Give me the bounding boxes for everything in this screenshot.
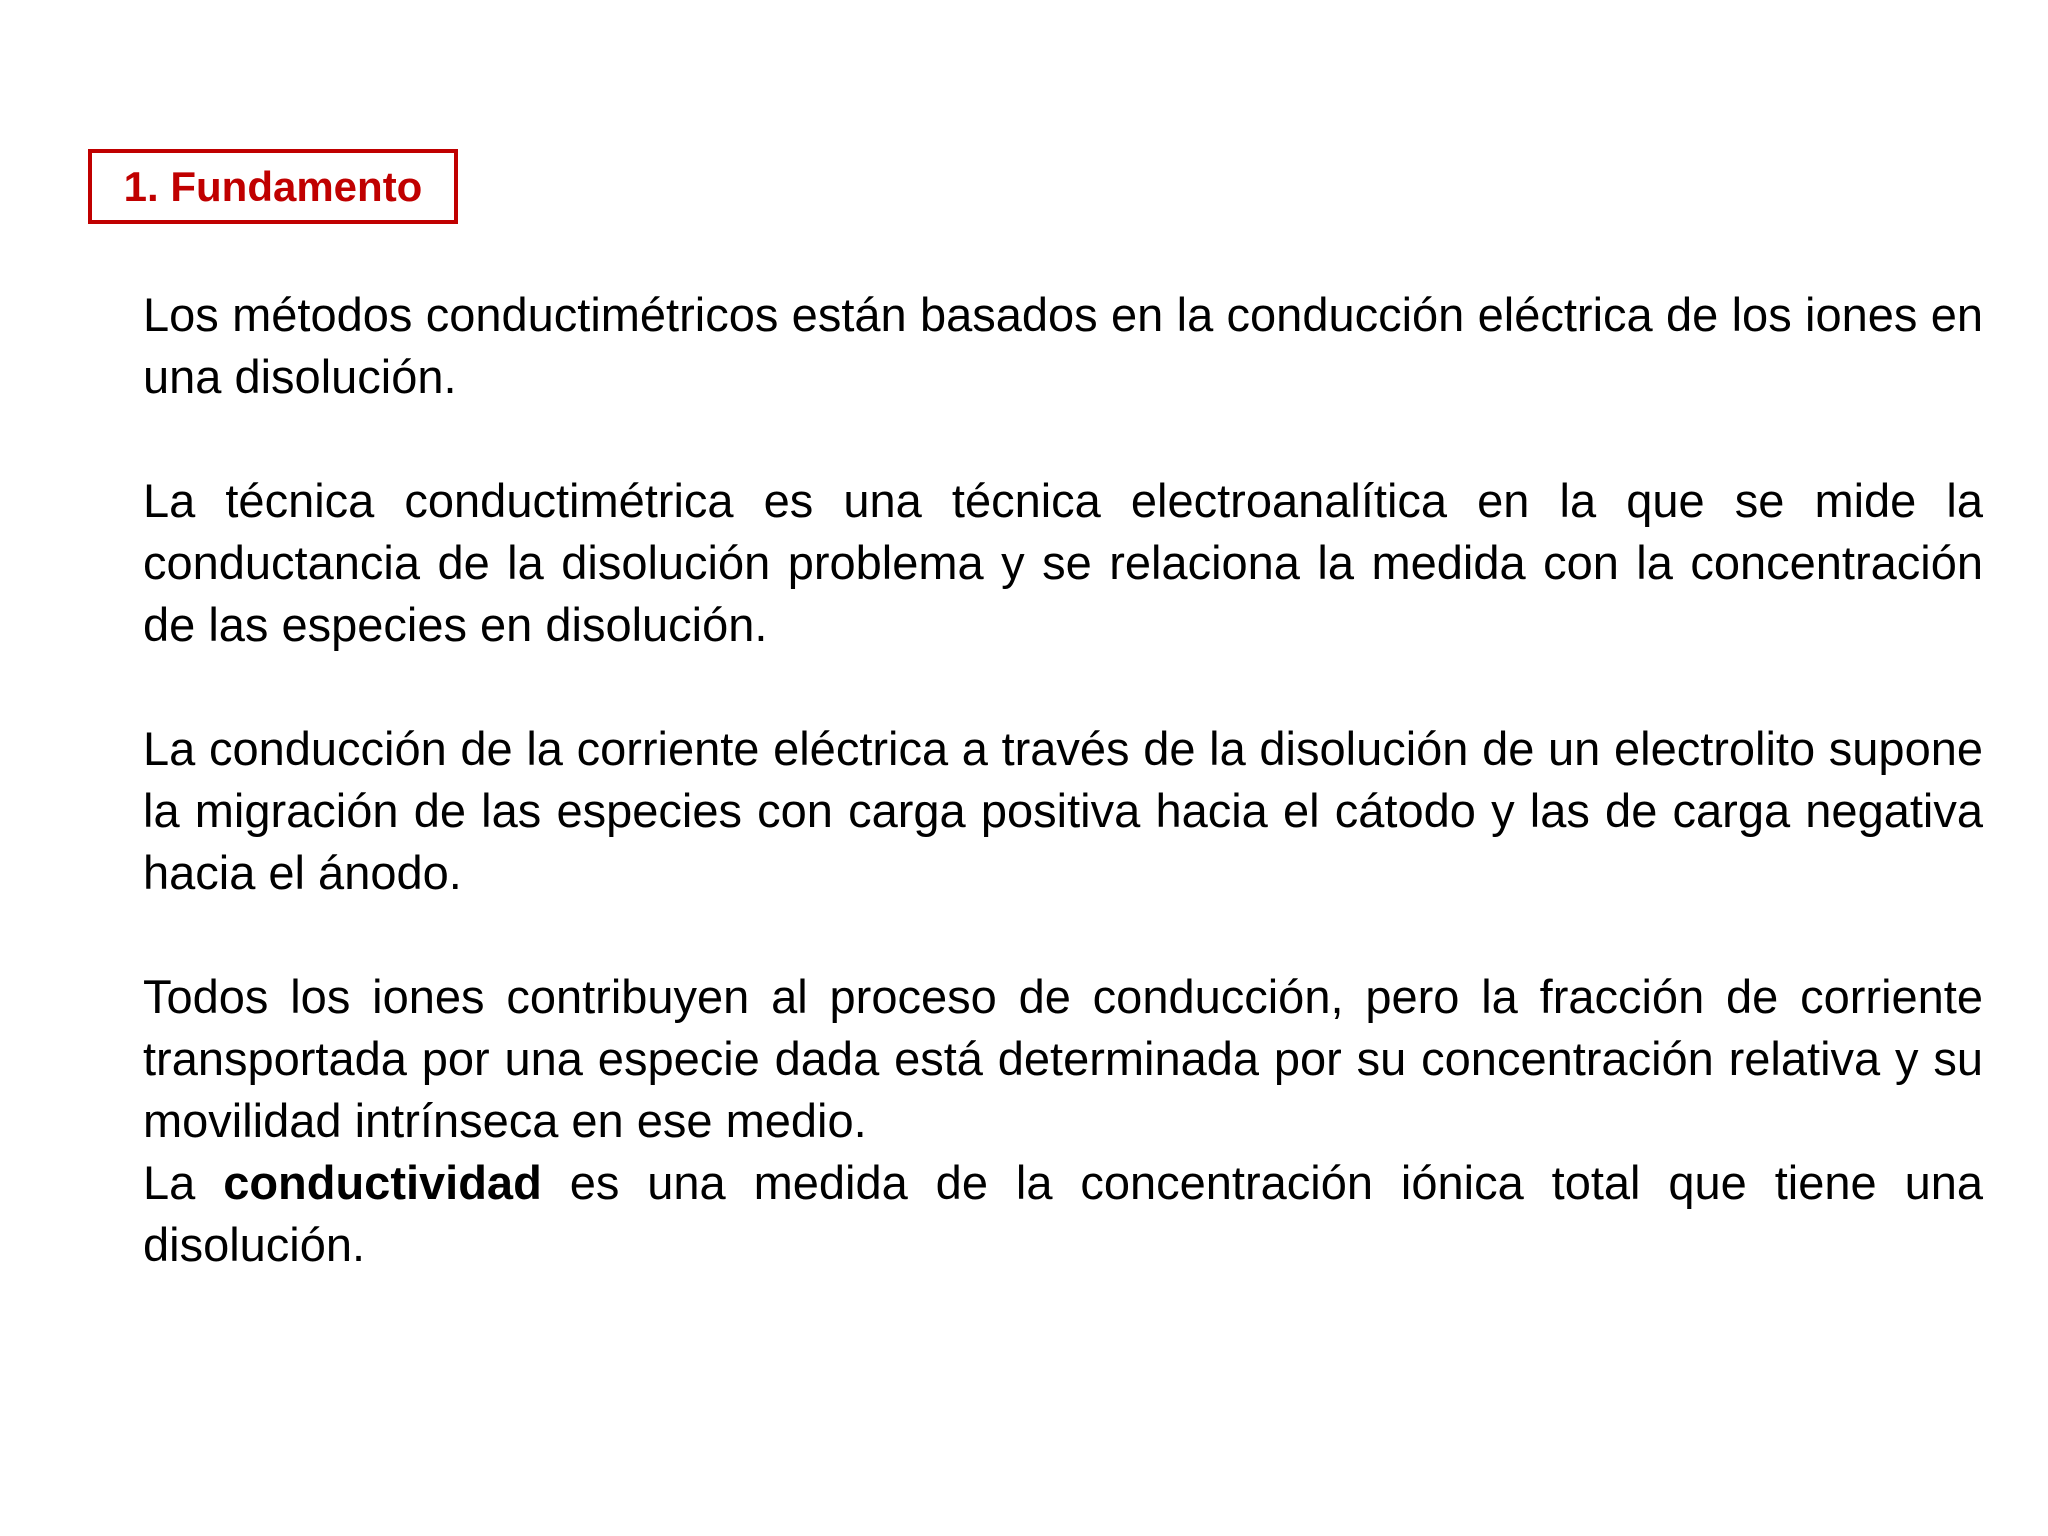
conductividad-term: conductividad [223, 1156, 542, 1209]
section-title: 1. Fundamento [123, 162, 423, 210]
paragraph-1: Los métodos conductimétricos están basados en la conducción eléctrica de los iones en una disolución. [143, 288, 1983, 403]
paragraph-5 [143, 1152, 1983, 1276]
paragraph-spacer [143, 408, 1983, 470]
body-text [143, 284, 1983, 1276]
paragraph-4: Todos los iones contribuyen al proceso de conducción, pero la fracción de corriente transportada por una especie dada está determinada por su concentración relativa y su movilidad intrínseca en ese medio. [143, 970, 1983, 1147]
paragraph-spacer [143, 904, 1983, 966]
paragraph-5-prefix: La [143, 1156, 224, 1209]
paragraph-spacer [143, 656, 1983, 718]
section-heading-box [88, 149, 458, 224]
paragraph-5-suffix: es una medida de la concentración iónica total que tiene una disolución. [143, 1156, 1983, 1271]
paragraph-3: La conducción de la corriente eléctrica a través de la disolución de un electrolito supone la migración de las especies con carga positiva hacia el cátodo y las de carga negativa hacia el ánodo. [143, 722, 1983, 899]
paragraph-2: La técnica conductimétrica es una técnica electroanalítica en la que se mide la conductancia de la disolución problema y se relaciona la medida con la concentración de las especies en disolución. [143, 474, 1983, 651]
